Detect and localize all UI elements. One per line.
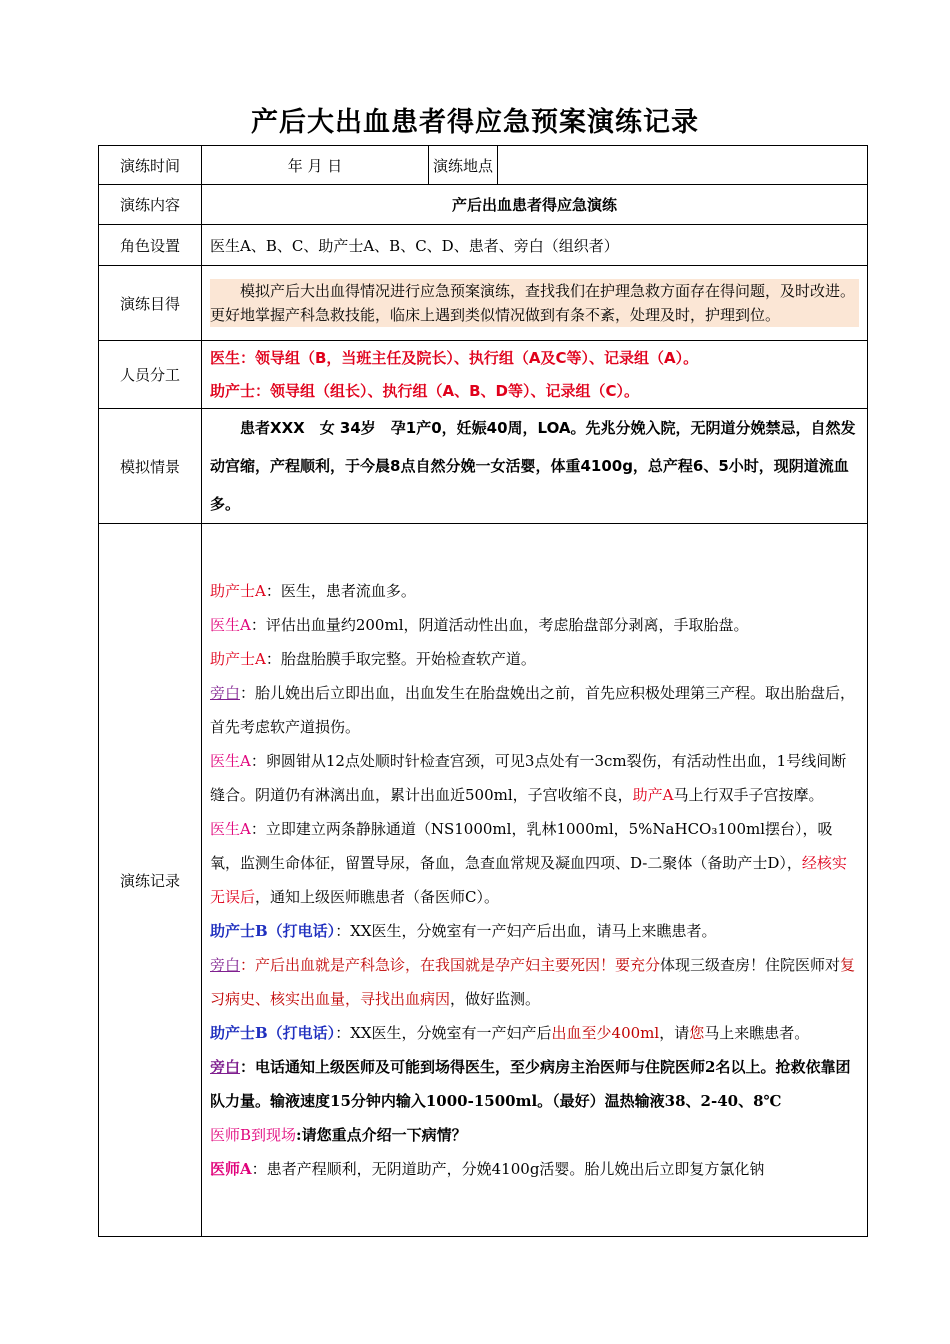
entry-text: ：医生，患者流血多。 bbox=[265, 582, 416, 600]
log-entry bbox=[210, 914, 859, 948]
log-cell bbox=[202, 524, 868, 1237]
highlight-text: 经核实无误后 bbox=[210, 854, 847, 906]
speaker: 医生A bbox=[210, 820, 251, 838]
staff-cell bbox=[202, 341, 868, 409]
log-entry bbox=[210, 676, 859, 744]
log-entry bbox=[210, 1050, 859, 1118]
goal-cell bbox=[202, 266, 868, 341]
place-value bbox=[498, 146, 868, 185]
entry-text: ：评估出血量约200ml，阴道活动性出血，考虑胎盘部分剥离，手取胎盘。 bbox=[250, 616, 749, 634]
goal-value: 模拟产后大出血得情况进行应急预案演练，查找我们在护理急救方面存在得问题，及时改进。更好地掌握产科急救技能，临床上遇到类似情况做到有条不紊，处理及时，护理到位。 bbox=[210, 279, 859, 327]
staff-doctor: 医生：领导组（B，当班主任及院长）、执行组（A及C等）、记录组（A）。 bbox=[210, 348, 699, 367]
speaker: 旁白 bbox=[210, 956, 241, 974]
entry-text: ：立即建立两条静脉通道（NS1000ml，乳林1000ml，5%NaHCO₃100ml摆台），吸氧，监测生命体征，留置导尿，备血，急查血常规及凝血四项、D-二聚体（备助产士D）， bbox=[210, 820, 833, 872]
log-entry bbox=[210, 1016, 859, 1050]
log-entry bbox=[210, 812, 859, 914]
time-label: 演练时间 bbox=[99, 146, 202, 185]
staff-midwife: 助产士：领导组（组长）、执行组（A、B、D等）、记录组（C）。 bbox=[210, 381, 640, 400]
speaker: 旁白 bbox=[210, 684, 241, 702]
goal-label: 演练目得 bbox=[99, 266, 202, 341]
roles-value: 医生A、B、C、助产士A、B、C、D、患者、旁白（组织者） bbox=[202, 225, 868, 266]
entry-text: 马上行双手子宫按摩。 bbox=[673, 786, 824, 804]
entry-text: ：卵圆钳从12点处顺时针检查宫颈，可见3点处有一3cm裂伤，有活动性出血，1号线间断缝合。阴道仍有淋漓出血，累计出血近500ml，子宫收缩不良， bbox=[210, 752, 847, 804]
speaker: 助产士A bbox=[210, 582, 266, 600]
place-label: 演练地点 bbox=[429, 146, 498, 185]
entry-text: 体现三级查房！住院医师对 bbox=[660, 956, 841, 974]
speaker: 医师A bbox=[210, 1160, 252, 1178]
speaker: 医生A bbox=[210, 752, 251, 770]
entry-text: ，通知上级医师瞧患者（备医师C）。 bbox=[255, 888, 499, 906]
log-entry bbox=[210, 1118, 859, 1152]
log-label: 演练记录 bbox=[99, 524, 202, 1237]
drill-record-table bbox=[98, 145, 868, 1237]
log-entry bbox=[210, 948, 859, 1016]
highlight-text: 出血至少400ml bbox=[551, 1024, 660, 1042]
entry-text: ：XX医生，分娩室有一产妇产后 bbox=[335, 1024, 552, 1042]
log-entry bbox=[210, 608, 859, 642]
entry-text: ：胎盘胎膜手取完整。开始检查软产道。 bbox=[265, 650, 536, 668]
speaker: 医生A bbox=[210, 616, 251, 634]
scene-cell bbox=[202, 409, 868, 524]
content-label: 演练内容 bbox=[99, 185, 202, 225]
speaker: 助产士B（打电话） bbox=[210, 922, 336, 940]
log-entry bbox=[210, 642, 859, 676]
highlight-text: ：产后出血就是产科急诊，在我国就是孕产妇主要死因！要充分 bbox=[240, 956, 661, 974]
staff-label: 人员分工 bbox=[99, 341, 202, 409]
entry-text: ：患者产程顺利，无阴道助产，分娩4100g活婴。胎儿娩出后立即复方氯化钠 bbox=[251, 1160, 765, 1178]
highlight-text: 复习病史、核实出血量，寻找出血病因 bbox=[210, 956, 856, 1008]
entry-text: ：胎儿娩出后立即出血，出血发生在胎盘娩出之前，首先应积极处理第三产程。取出胎盘后，首先考虑软产道损伤。 bbox=[210, 684, 856, 736]
roles-label: 角色设置 bbox=[99, 225, 202, 266]
entry-text: ，请 bbox=[659, 1024, 690, 1042]
content-value: 产后出血患者得应急演练 bbox=[202, 185, 868, 225]
highlight-text: 您 bbox=[689, 1024, 705, 1042]
speaker: 助产士A bbox=[210, 650, 266, 668]
speaker-inline: 助产A bbox=[632, 786, 674, 804]
scene-value: 患者XXX 女 34岁 孕1产0，妊娠40周，LOA。先兆分娩入院，无阴道分娩禁忌，自然发动宫缩，产程顺利，于今晨8点自然分娩一女活婴，体重4100g，总产程6、5小时，现阴道流血多。 bbox=[210, 419, 856, 513]
log-entry bbox=[210, 744, 859, 812]
page-title: 产后大出血患者得应急预案演练记录 bbox=[251, 107, 699, 138]
entry-text: ：电话通知上级医师及可能到场得医生，至少病房主治医师与住院医师2名以上。抢救依靠团队力量。输液速度15分钟内输入1000-1500ml。（最好）温热输液38、2-40、8℃ bbox=[210, 1058, 851, 1110]
entry-text: ，做好监测。 bbox=[450, 990, 541, 1008]
speaker: 助产士B（打电话） bbox=[210, 1024, 336, 1042]
time-value: 年 月 日 bbox=[202, 146, 429, 185]
log-entry bbox=[210, 574, 859, 608]
log-entry bbox=[210, 1152, 859, 1186]
scene-label: 模拟情景 bbox=[99, 409, 202, 524]
speaker: 医师B到现场 bbox=[210, 1126, 297, 1144]
speaker: 旁白 bbox=[210, 1058, 241, 1076]
entry-text: ：XX医生，分娩室有一产妇产后出血，请马上来瞧患者。 bbox=[335, 922, 717, 940]
entry-text: :请您重点介绍一下病情？ bbox=[296, 1126, 467, 1144]
entry-text: 马上来瞧患者。 bbox=[704, 1024, 810, 1042]
